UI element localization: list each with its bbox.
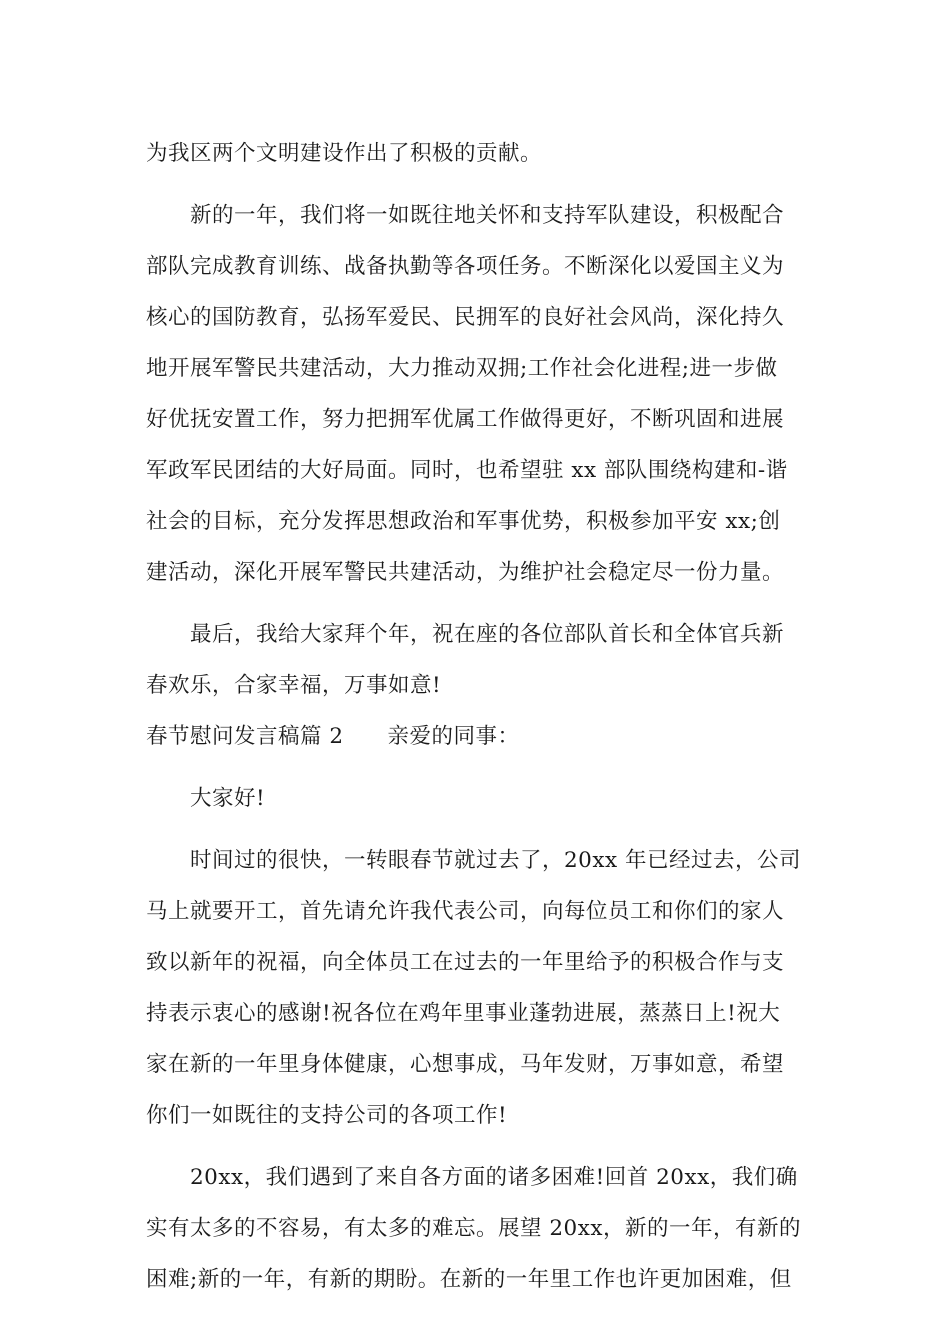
paragraph-company-thanks xyxy=(146,835,811,1141)
text-line: 为我区两个文明建设作出了积极的贡献。 xyxy=(146,141,543,166)
paragraph-new-year-wishes xyxy=(146,609,811,711)
text-line: 地开展军警民共建活动，大力推动双拥;工作社会化进程;进一步做 xyxy=(146,356,778,381)
text-line: 实有太多的不容易，有太多的难忘。展望 20xx，新的一年，有新的 xyxy=(146,1216,801,1241)
paragraph-greeting xyxy=(146,773,811,824)
section-heading xyxy=(146,711,811,762)
text-line: 你们一如既往的支持公司的各项工作! xyxy=(146,1103,508,1128)
document-body xyxy=(146,128,811,1305)
text-line: 核心的国防教育，弘扬军爱民、民拥军的良好社会风尚，深化持久 xyxy=(146,305,785,330)
text-line: 困难;新的一年，有新的期盼。在新的一年里工作也许更加困难，但 xyxy=(146,1267,792,1292)
text-line: 最后，我给大家拜个年，祝在座的各位部队首长和全体官兵新 xyxy=(190,622,785,647)
text-line: 军政军民团结的大好局面。同时，也希望驻 xx 部队围绕构建和-谐 xyxy=(146,458,788,483)
text-line: 建活动，深化开展军警民共建活动，为维护社会稳定尽一份力量。 xyxy=(146,560,785,585)
text-line: 社会的目标，充分发挥思想政治和军事优势，积极参加平安 xx;创 xyxy=(146,509,781,534)
section-title: 春节慰问发言稿篇 2 xyxy=(146,724,344,749)
paragraph-military-support xyxy=(146,190,811,598)
paragraph-review-outlook xyxy=(146,1152,811,1305)
text-line: 时间过的很快，一转眼春节就过去了，20xx 年已经过去，公司 xyxy=(190,848,801,873)
greeting-text: 大家好! xyxy=(190,786,266,811)
paragraph-continuation xyxy=(146,128,811,179)
salutation: 亲爱的同事： xyxy=(387,724,520,749)
text-line: 好优抚安置工作，努力把拥军优属工作做得更好，不断巩固和进展 xyxy=(146,407,785,432)
text-line: 致以新年的祝福，向全体员工在过去的一年里给予的积极合作与支 xyxy=(146,950,785,975)
text-line: 持表示衷心的感谢!祝各位在鸡年里事业蓬勃进展，蒸蒸日上!祝大 xyxy=(146,1001,781,1026)
text-line: 部队完成教育训练、战备执勤等各项任务。不断深化以爱国主义为 xyxy=(146,254,785,279)
text-line: 马上就要开工，首先请允许我代表公司，向每位员工和你们的家人 xyxy=(146,899,785,924)
text-line: 新的一年，我们将一如既往地关怀和支持军队建设，积极配合 xyxy=(190,203,785,228)
text-line: 20xx，我们遇到了来自各方面的诸多困难!回首 20xx，我们确 xyxy=(190,1165,798,1190)
text-line: 家在新的一年里身体健康，心想事成，马年发财，万事如意，希望 xyxy=(146,1052,785,1077)
text-line: 春欢乐，合家幸福，万事如意! xyxy=(146,673,442,698)
